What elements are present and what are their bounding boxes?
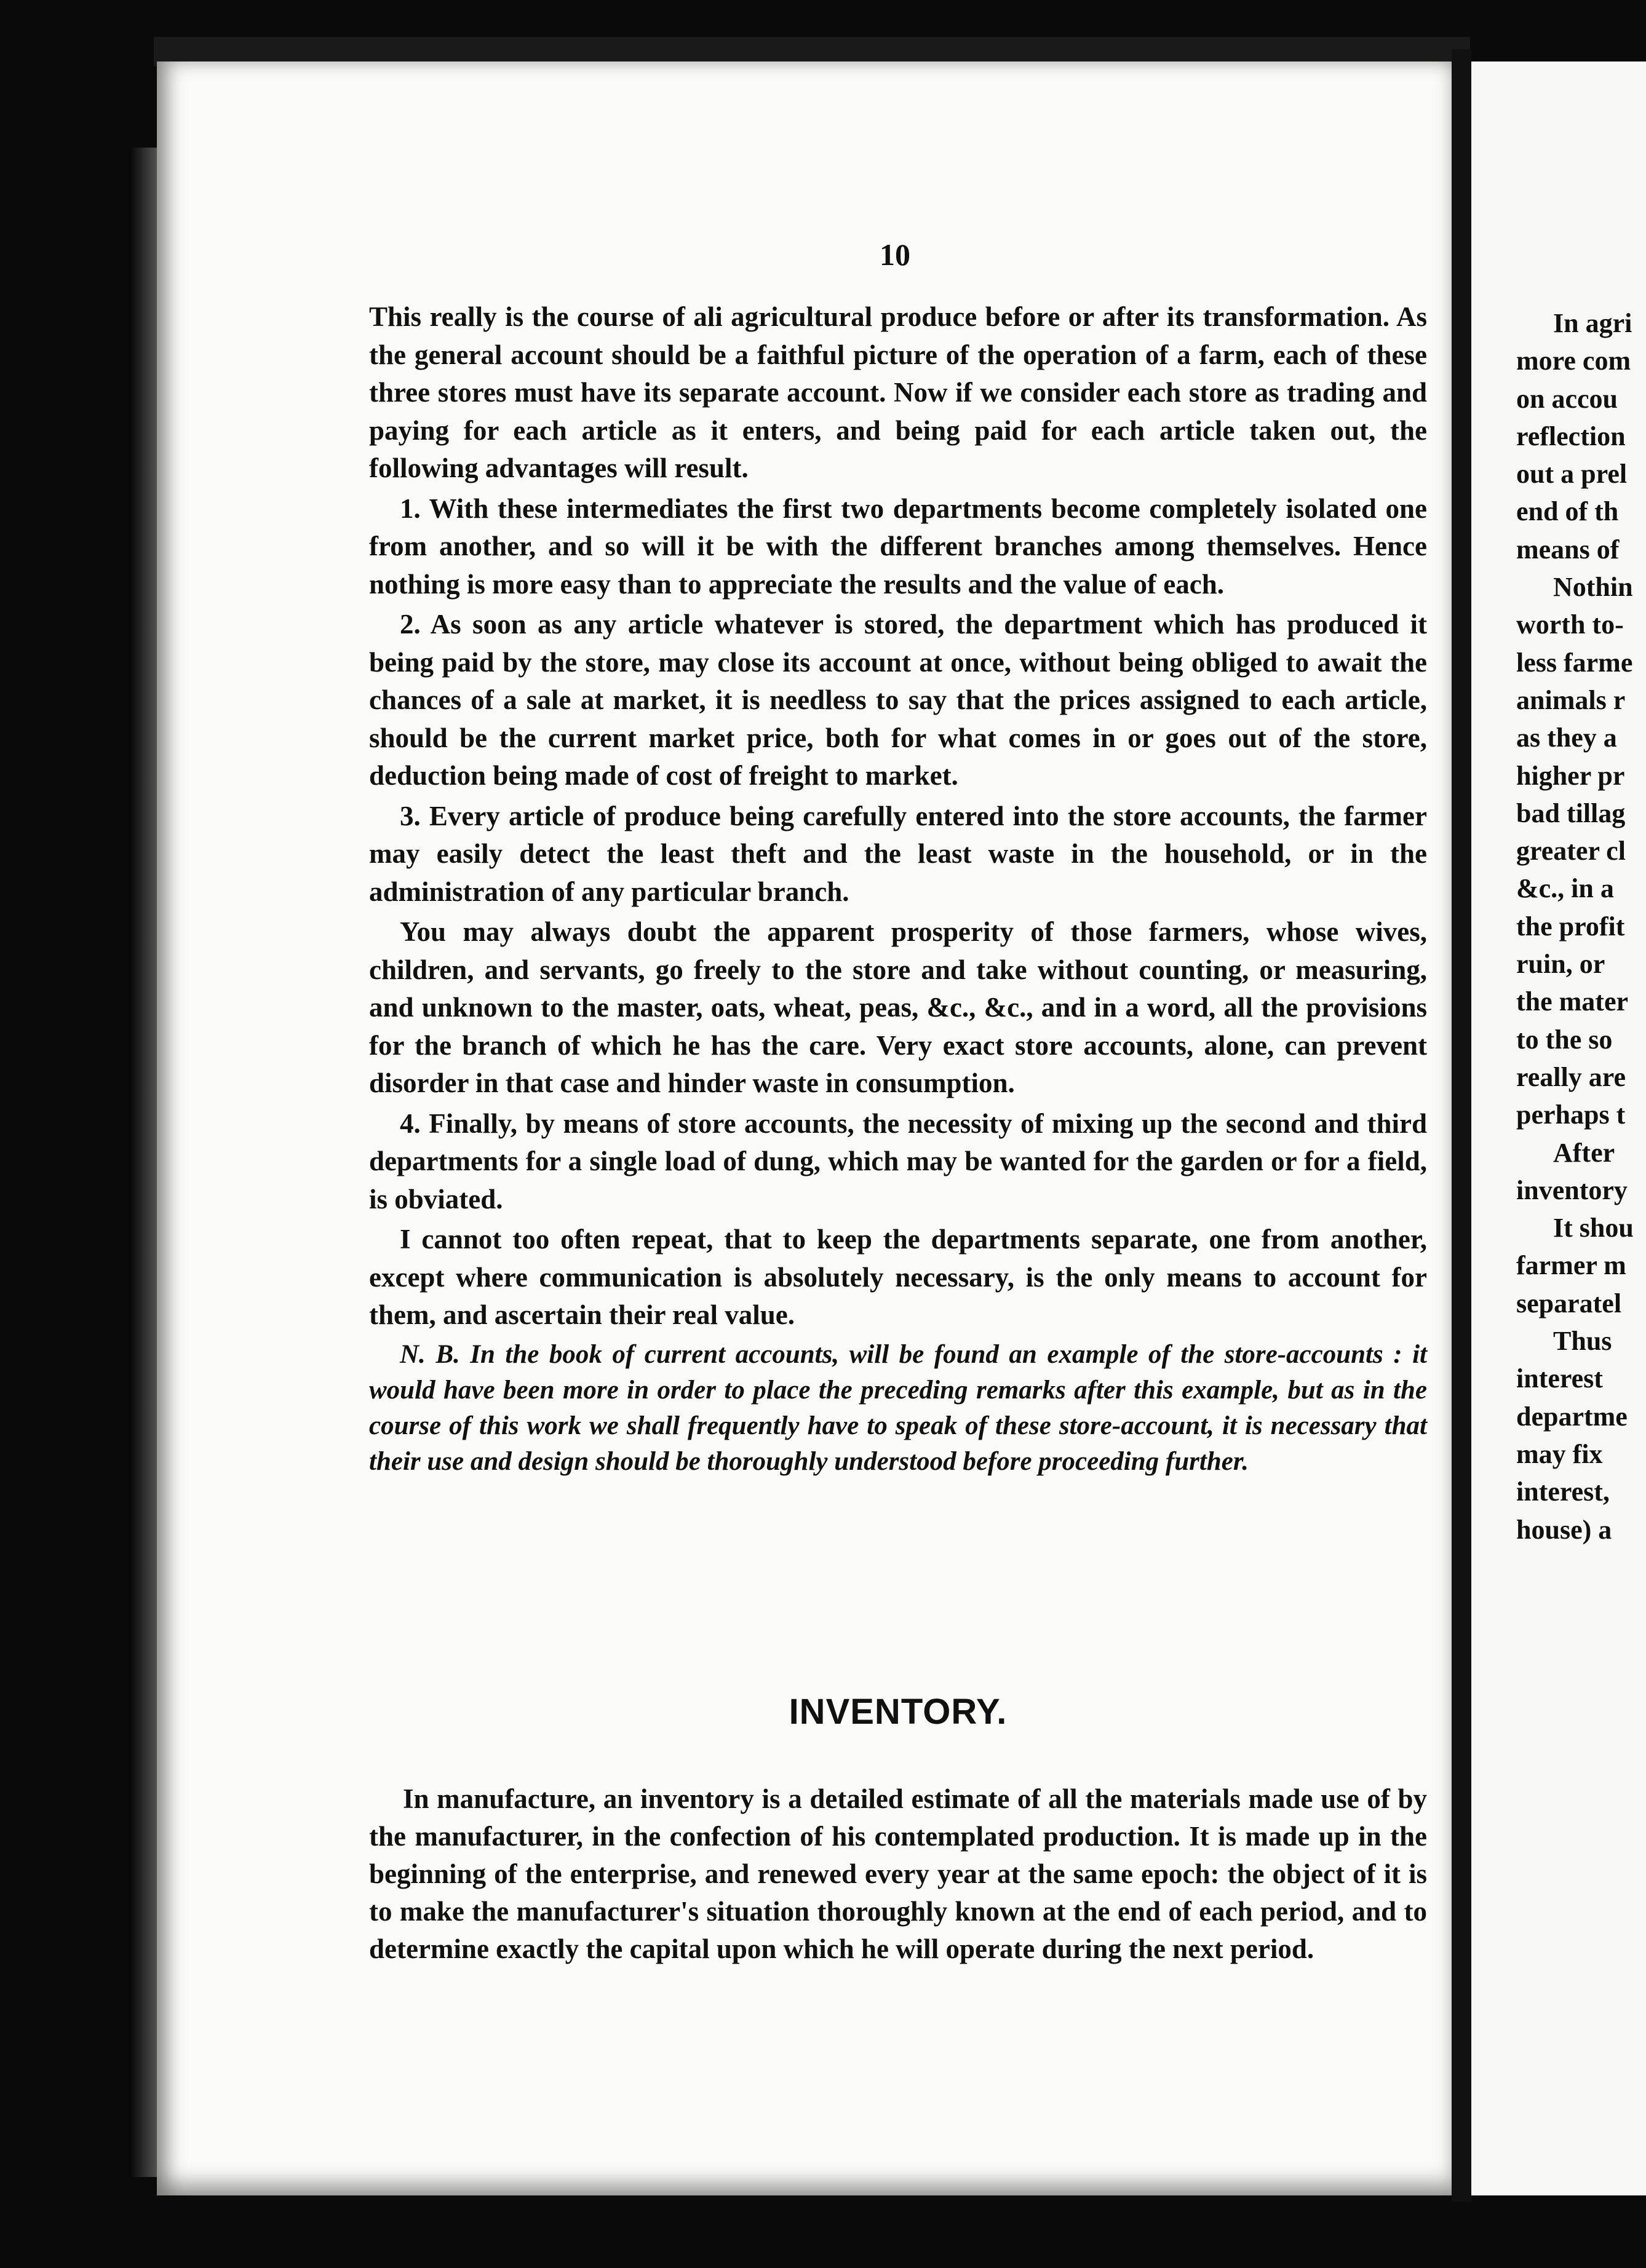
facing-line: inventory <box>1516 1175 1628 1205</box>
section-heading: INVENTORY. <box>789 1692 1008 1732</box>
body-text <box>369 298 1427 1480</box>
facing-line: Thus <box>1553 1326 1612 1357</box>
facing-page-text <box>1516 304 1646 1548</box>
facing-line: out a prel <box>1516 459 1628 490</box>
facing-line: house) a <box>1516 1514 1612 1545</box>
facing-line: greater cl <box>1516 836 1626 866</box>
facing-line: less farme <box>1516 647 1633 678</box>
inventory-text <box>369 1780 1427 1968</box>
facing-line: higher pr <box>1516 760 1625 791</box>
paragraph: This really is the course of ali agricultural produce before or after its transformation. As the general account should be a faithful picture of the operation of a farm, each of these three stores must have its separate account. Now if we consider each store as trading and paying for each article as it enters, and being paid for each article taken out, the following advantages will result. <box>369 301 1427 483</box>
paragraph: 2. As soon as any article whatever is stored, the department which has produced it being paid by the store, may close its account at once, without being obliged to await the chances of a sale at market, it is needless to say that the prices assigned to each article, should be the current market price, both for what comes in or goes out of the store, deduction being made of cost of freight to market. <box>369 609 1427 791</box>
facing-line: may fix <box>1516 1438 1603 1469</box>
facing-line: to the so <box>1516 1024 1613 1055</box>
facing-line: the profit <box>1516 911 1625 942</box>
facing-line: After <box>1553 1137 1615 1168</box>
page-number: 10 <box>880 237 910 272</box>
facing-line: really are <box>1516 1061 1626 1092</box>
facing-line: separatel <box>1516 1288 1622 1318</box>
paragraph: I cannot too often repeat, that to keep the departments separate, one from another, except where communication is absolutely necessary, is the only means to account for them, and ascertain their real value. <box>369 1224 1427 1330</box>
facing-line: worth to- <box>1516 609 1624 640</box>
facing-line: perhaps t <box>1516 1100 1626 1130</box>
facing-line: It shou <box>1553 1213 1634 1243</box>
facing-line: reflection <box>1516 421 1626 451</box>
book-gutter <box>1452 49 1471 2202</box>
facing-line: as they a <box>1516 723 1617 753</box>
facing-line: ruin, or <box>1516 949 1605 980</box>
facing-line: the mater <box>1516 986 1629 1017</box>
facing-line: animals r <box>1516 684 1626 715</box>
facing-line: farmer m <box>1516 1250 1626 1281</box>
facing-line: Nothin <box>1553 572 1633 603</box>
paragraph: 3. Every article of produce being carefully entered into the store accounts, the farmer may easily detect the least theft and the least waste in the household, or in the administration of any particular branch. <box>369 800 1427 907</box>
facing-line: interest, <box>1516 1477 1610 1507</box>
facing-line: interest <box>1516 1363 1603 1394</box>
paragraph: 4. Finally, by means of store accounts, the necessity of mixing up the second and third departments for a single load of dung, which may be wanted for the garden or for a field, is obviated. <box>369 1108 1427 1215</box>
paragraph: 1. With these intermediates the first two departments become completely isolated one from another, and so will it be with the different branches among themselves. Hence nothing is more easy than to appreciate the results and the value of each. <box>369 493 1427 600</box>
nb-note: N. B. In the book of current accounts, will be found an example of the store-accounts : it would have been more in order to place the preceding remarks after this example, but as in the course of this work we shall frequently have to speak of these store-account, it is necessary that their use and design should be thoroughly understood before proceeding further. <box>369 1339 1427 1476</box>
paragraph: You may always doubt the apparent prosperity of those farmers, whose wives, children, and servants, go freely to the store and take without counting, or measuring, and unknown to the master, oats, wheat, peas, &c., &c., and in a word, all the provisions for the branch of which he has the care. Very exact store accounts, alone, can prevent disorder in that case and hinder waste in consumption. <box>369 916 1427 1098</box>
facing-line: bad tillag <box>1516 798 1626 828</box>
facing-line: means of <box>1516 534 1620 565</box>
scan-left-edge <box>129 148 160 2177</box>
facing-line: In agri <box>1553 308 1632 338</box>
facing-line: &c., in a <box>1516 873 1614 904</box>
facing-line: more com <box>1516 346 1631 376</box>
facing-line: departme <box>1516 1401 1628 1432</box>
facing-line: end of th <box>1516 496 1619 527</box>
paragraph: In manufacture, an inventory is a detailed estimate of all the materials made use of by the manufacturer, in the confection of his contemplated production. It is made up in the beginning of the enterprise, and renewed every year at the same epoch: the object of it is to make the manufacturer's situation thoroughly known at the end of each period, and to determine exactly the capital upon which he will operate during the next period. <box>369 1783 1427 1964</box>
facing-line: on accou <box>1516 383 1618 414</box>
